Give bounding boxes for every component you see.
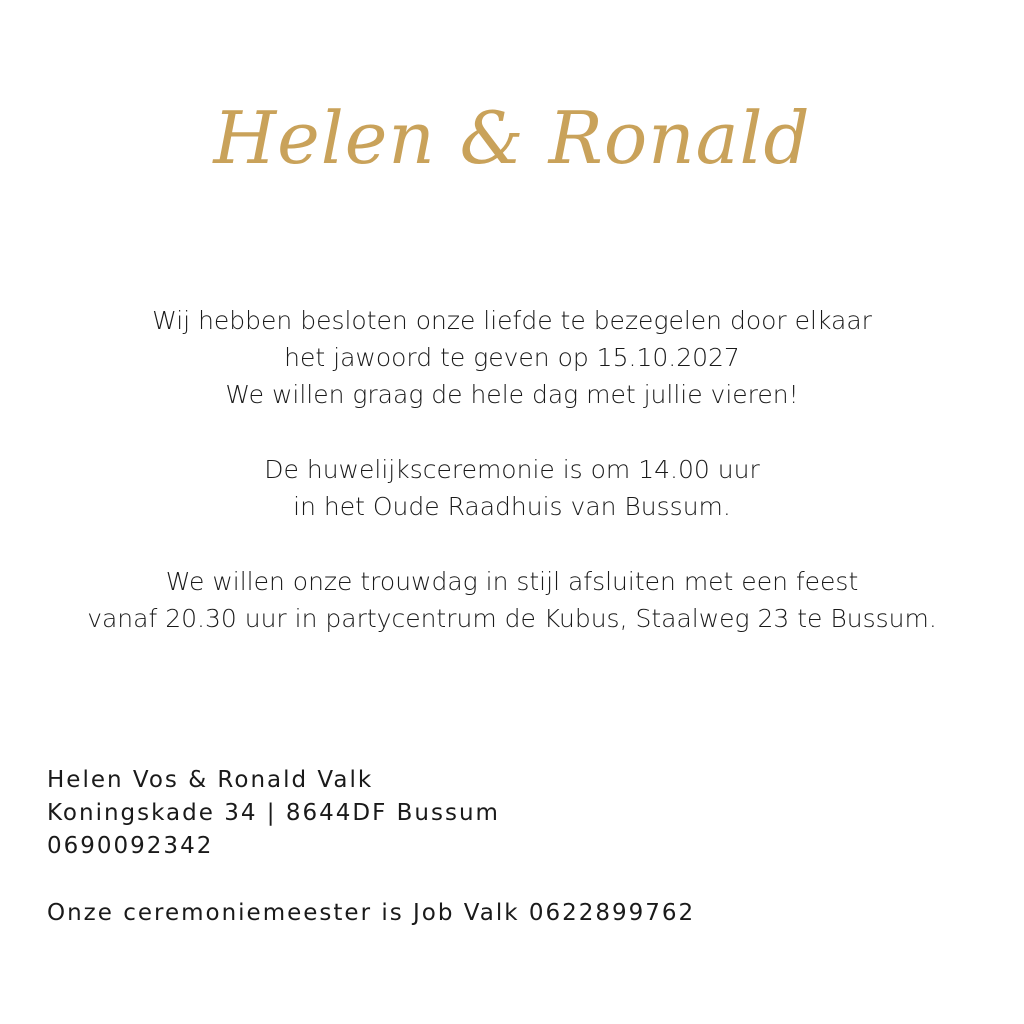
contact-address: Koningskade 34 | 8644DF Bussum: [47, 800, 500, 826]
invitation-line: We willen graag de hele dag met jullie vieren!: [225, 380, 799, 409]
invitation-line: Wij hebben besloten onze liefde te bezegelen door elkaar: [152, 306, 872, 335]
invitation-line: in het Oude Raadhuis van Bussum.: [293, 492, 731, 521]
contact-block: [47, 764, 500, 863]
contact-names: Helen Vos & Ronald Valk: [47, 767, 374, 793]
couple-names-title: Helen & Ronald: [213, 96, 811, 180]
invitation-line: De huwelijksceremonie is om 14.00 uur: [264, 455, 760, 484]
invitation-body: [40, 302, 984, 675]
invitation-paragraph-ceremony: [40, 451, 984, 525]
invitation-line: vanaf 20.30 uur in partycentrum de Kubus, Staalweg 23 te Bussum.: [87, 604, 937, 633]
invitation-paragraph-announcement: [40, 302, 984, 413]
invitation-line: We willen onze trouwdag in stijl afsluiten met een feest: [165, 567, 859, 596]
ceremony-master-line: Onze ceremoniemeester is Job Valk 0622899762: [47, 900, 696, 926]
invitation-paragraph-party: [40, 563, 984, 637]
contact-phone: 0690092342: [47, 833, 214, 859]
invitation-line: het jawoord te geven op 15.10.2027: [284, 343, 740, 372]
